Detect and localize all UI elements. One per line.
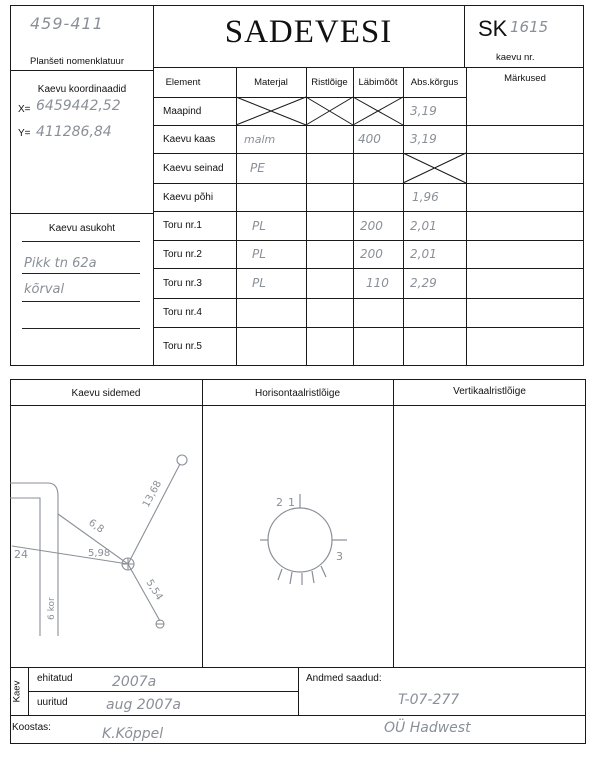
sketch-label-building: 6 kor: [47, 597, 57, 620]
sketch-label-554: 5,54: [143, 577, 165, 603]
location-label: Kaevu asukoht: [48, 223, 116, 234]
row-element: Toru nr.1: [163, 220, 202, 231]
location-line2: kõrval: [24, 282, 65, 297]
kaev-label: Kaev: [11, 680, 23, 703]
row-material: PL: [252, 218, 266, 233]
row-element: Kaevu kaas: [163, 133, 216, 145]
na-cross-marks: [0, 0, 594, 370]
col-header-material: Materjal: [254, 77, 288, 88]
row-diameter: 200: [360, 247, 383, 261]
row-material: PL: [252, 247, 266, 261]
row-diameter: 200: [360, 218, 383, 233]
row-level: 2,29: [410, 276, 437, 290]
col-header-cross: Ristlõige: [311, 77, 348, 88]
row-element: Kaevu põhi: [163, 191, 214, 203]
data-source-value1: T-07-277: [398, 692, 460, 708]
row-level: 2,01: [410, 218, 437, 233]
row-diameter: 400: [358, 132, 381, 146]
row-element: Kaevu seinad: [163, 162, 224, 174]
row-level: 3,19: [410, 104, 437, 118]
panel-links-title: Kaevu sidemed: [71, 388, 141, 399]
sk-prefix: SK: [478, 16, 508, 41]
row-element: Toru nr.3: [163, 277, 202, 289]
row-element: Toru nr.2: [163, 248, 202, 260]
row-material: malm: [244, 132, 276, 146]
compiled-label: Koostas:: [12, 722, 51, 733]
built-label: ehitatud: [37, 673, 73, 684]
row-level: 1,96: [412, 190, 439, 204]
col-header-diameter: Läbimõõt: [358, 77, 398, 88]
page-title: SADEVESI: [224, 14, 393, 50]
col-header-element: Element: [165, 77, 201, 88]
row-level: 3,19: [410, 132, 437, 146]
sketch-label-598: 5,98: [88, 548, 111, 559]
row-material: PE: [250, 161, 265, 175]
data-source-label: Andmed saadud:: [306, 673, 382, 684]
row-material: PL: [252, 276, 266, 290]
sketch-label-68: 6,8: [86, 517, 106, 536]
row-diameter: 110: [366, 276, 389, 290]
x-label: X=: [18, 104, 31, 115]
renewed-value: aug 2007a: [106, 697, 181, 713]
well-connections-sketch: [10, 406, 202, 666]
y-value: 411286,84: [36, 124, 112, 140]
row-element: Toru nr.5: [163, 341, 202, 352]
built-value: 2007a: [112, 674, 157, 690]
row-level: 2,01: [410, 247, 437, 261]
panel-horizontal-title: Horisontaalristlõige: [254, 388, 341, 399]
sk-value: 1615: [510, 18, 549, 36]
panel-vertical-title: Vertikaalristlõige: [453, 386, 526, 397]
horizontal-section-sketch: [202, 406, 393, 666]
nomenclature-value: 459-411: [30, 14, 104, 33]
y-label: Y=: [18, 128, 31, 139]
sketch-label-24: 24: [14, 548, 28, 561]
row-element: Maapind: [163, 105, 202, 117]
pipe-1-label: 1: [288, 496, 295, 509]
nomenclature-label: Planšeti nomenklatuur: [30, 56, 124, 67]
pipe-2-label: 2: [276, 496, 283, 509]
col-header-notes: Märkused: [504, 73, 546, 84]
sketch-label-1368: 13,68: [140, 478, 165, 510]
row-element: Toru nr.4: [163, 307, 202, 318]
location-line1: Pikk tn 62a: [24, 256, 97, 271]
pipe-3-label: 3: [336, 550, 343, 563]
compiled-value: K.Kõppel: [102, 726, 164, 742]
col-header-level: Abs.kõrgus: [410, 77, 459, 88]
coords-label: Kaevu koordinaadid: [37, 84, 127, 95]
x-value: 6459442,52: [36, 98, 121, 114]
renewed-label: uuritud: [37, 697, 68, 708]
sk-label: kaevu nr.: [496, 52, 535, 63]
data-source-value2: OÜ Hadwest: [384, 720, 471, 736]
